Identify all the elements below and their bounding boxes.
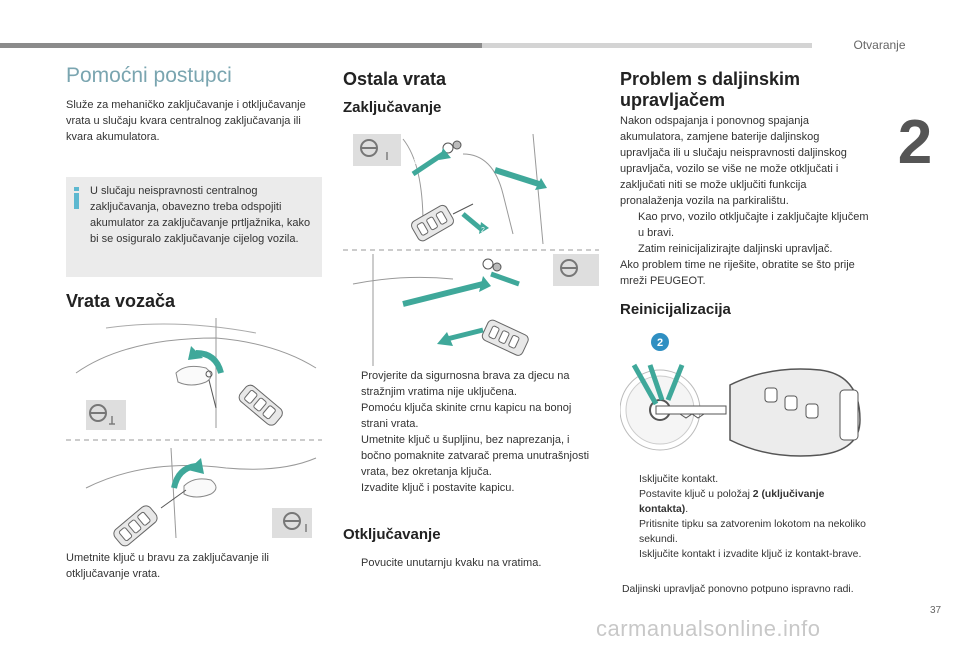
list-item: Povucite unutarnju kvaku na vratima. [361,557,542,569]
reset-illustration [620,330,872,466]
followup-text: Ako problem time ne riješite, obratite se što prije mreži PEUGEOT. [620,259,855,287]
reset-heading: Reinicijalizacija [620,301,731,318]
other-doors-heading: Ostala vrata [343,69,447,89]
info-icon [74,187,79,209]
list-item: Isključite kontakt. [639,474,719,485]
chapter-name: Otvaranje [853,38,906,52]
unlock-steps-list [343,555,601,571]
callout-2: 2 [481,227,485,234]
lock-heading: Zaključavanje [343,99,442,116]
list-item: Kao prvo, vozilo otključajte i zaključajte ključem u bravi. [638,211,869,239]
list-item: Provjerite da sigurnosna brava za djecu na stražnjim vratima nije uključena. [361,370,570,398]
section-title: Pomoćni postupci [66,64,232,87]
driver-caption: Umetnite ključ u bravu za zaključavanje ili otključavanje vrata. [66,552,269,580]
driver-door-illustration [66,318,322,548]
unlock-heading: Otključavanje [343,526,441,543]
remote-problem-heading: Problem s daljinskim upravljačem [620,69,801,110]
reset-note: Daljinski upravljač ponovno potpuno ispravno radi. [622,584,854,595]
bold-position: 2 (uključivanje kontakta) [639,489,825,515]
remote-steps-list [620,209,872,257]
chapter-number: 2 [897,108,933,177]
list-item: Isključite kontakt i izvadite ključ iz kontakt-brave. [639,549,862,560]
list-item: Izvadite ključ i postavite kapicu. [361,482,515,494]
driver-door-heading: Vrata vozača [66,291,176,311]
reset-callout: 2 [656,337,664,349]
callout-1: 1 [413,159,417,166]
info-box [66,177,322,277]
list-item: Pomoću ključa skinite crnu kapicu na bonoj strani vrata. [361,402,572,430]
page-number: 37 [930,605,942,616]
list-item: Umetnite ključ u šupljinu, bez naprezanja, i bočno pomaknite zatvarač prema unutrašnjosti vrata, bez okretanja ključa. [361,434,590,478]
header-bar-dark [0,43,482,48]
list-item: Pritisnite tipku sa zatvorenim lokotom na nekoliko sekundi. [639,519,866,545]
intro-text: Služe za mehaničko zaključavanje i otključavanje vrata u slučaju kvara centralnog zaključavanja ili kvara akumulatora. [66,99,306,143]
other-doors-illustration [343,134,599,366]
list-item: Zatim reinicijalizirajte daljinski upravljač. [638,243,833,255]
info-text: U slučaju neispravnosti centralnog zaključavanja, obavezno treba odspojiti akumulator za zaključavanje prtljažnika, kako bi se osiguralo zaključavanje cijelog vozila. [90,185,311,245]
lock-steps-list [343,368,601,496]
watermark: carmanualsonline.info [596,616,821,641]
remote-problem-text: Nakon odspajanja i ponovnog spajanja akumulatora, zamjene baterije daljinskog upravljača ili u slučaju neispravnosti daljinskog upravljača, vozilo se više ne može otključati i zaključati niti se može uključiti funkcija pronalaženja vozila na parkiralištu. [620,115,847,207]
header-bar-light [482,43,812,48]
list-item: Postavite ključ u položaj 2 (uključivanje kontakta). [639,489,825,515]
reset-steps-list [620,472,872,562]
